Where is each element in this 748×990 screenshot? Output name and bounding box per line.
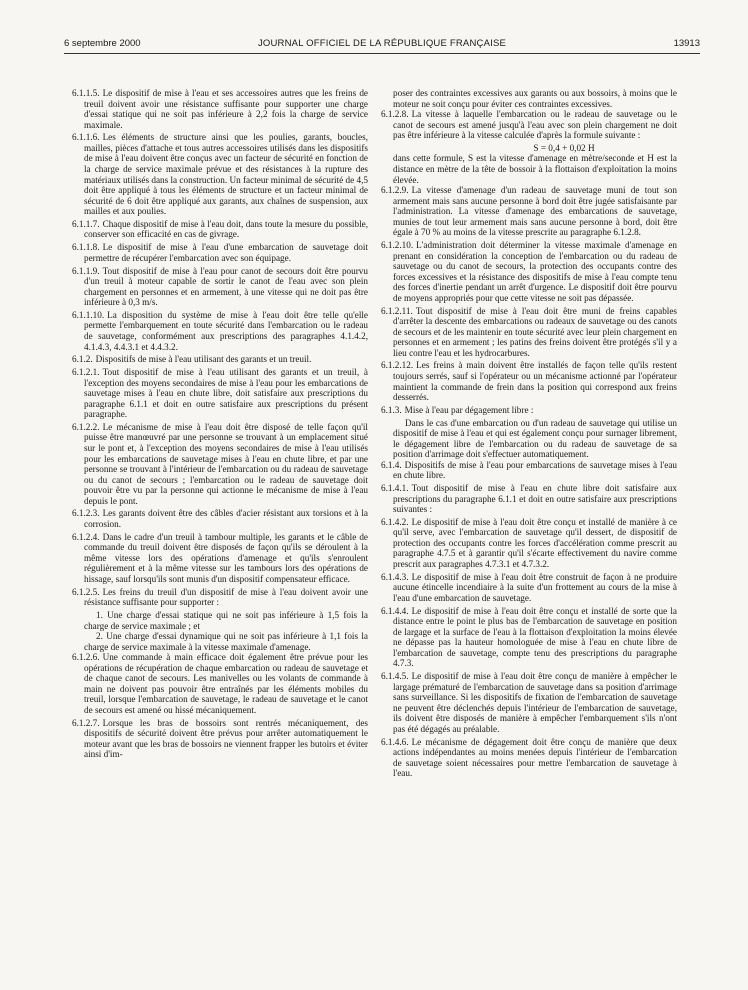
paragraph-number: 6.1.1.10. [72,309,105,320]
sub-item: Dans le cas d'une embarcation ou d'un radeau de sauvetage qui utilise un dispositif de mise à l'eau et qui est également conçu pour surnager librement, le dégagement libre de l'embarcation ou du radeau de sauvetage de sa position d'arrimage doit s'effectuer automatiquement. [393,417,677,460]
header-journal-title: JOURNAL OFFICIEL DE LA RÉPUBLIQUE FRANÇAISE [257,38,507,49]
continued-text: dans cette formule, S est la vitesse d'amenage en mètre/seconde et H est la distance en mètre de la tête de bossoir à la flottaison d'exploitation la moins élevée. [393,153,677,185]
paragraph-text: Les éléments de structure ainsi que les poulies, garants, boucles, mailles, pièces d'attache et tous autres accessoires utilisés dans les dispositifs de mise à l'eau doivent être conçus avec un facteur de sécurité en fonction de la charge de service maximale prévue et des résistances à la rupture des matériaux utilisés dans la construction. Un facteur minimal de sécurité de 4,5 doit être appliqué à tous les éléments de structure et un facteur minimal de sécurité de 6 doit être appliqué aux garants, aux chaînes de suspension, aux mailles et aux poulies. [84,132,368,217]
paragraph [381,572,677,604]
paragraph-text: Le dispositif de mise à l'eau doit être conçu et installé de manière à ce qu'il serve, avec l'embarcation de sauvetage qu'il dessert, de dispositif de protection des occupants contre les forces d'accélération comme prescrit au paragraphe 4.7.5 et à garantir qu'il s'écarte effectivement du navire comme prescrit aux paragraphes 4.7.3.1 et 4.7.3.2. [393,516,677,570]
paragraph-text: Le mécanisme de mise à l'eau doit être disposé de telle façon qu'il puisse être manœuvré par une personne se trouvant à un emplacement situé sur le pont et, à l'exception des moyens secondaires de mise à l'eau utilisés pour les embarcations de sauvetage mises à l'eau en chute libre, et par une personne se trouvant à l'intérieur de l'embarcation ou du radeau de sauvetage ou du canot de secours ; l'embarcation ou le radeau de sauvetage doit pouvoir être vu par la personne qui actionne le mécanisme de mise à l'eau depuis le pont. [84,421,368,506]
header-rule [64,53,700,54]
paragraph [381,460,677,481]
paragraph [72,242,368,263]
sub-item: 2. Une charge d'essai dynamique qui ne soit pas inférieure à 1,1 fois la charge de service maximale à la vitesse maximale d'amenage. [84,631,368,652]
paragraph [381,306,677,359]
paragraph [72,132,368,216]
paragraph-number: 6.1.4.4. [381,605,409,616]
paragraph [72,422,368,506]
paragraph-text: Le dispositif de mise à l'eau doit être conçu et installé de sorte que la distance entre le point le plus bas de l'embarcation de sauvetage en position de largage et la surface de l'eau à la flottaison d'exploitation la moins élevée ne dépasse pas la hauteur homologuée de mise à l'eau en chute libre de l'embarcation de sauvetage, compte tenu des prescriptions du paragraphe 4.7.3. [393,605,677,669]
paragraph [72,367,368,420]
paragraph [381,517,677,570]
paragraph [381,109,677,141]
paragraph [72,652,368,715]
paragraph [72,532,368,585]
paragraph [381,737,677,779]
paragraph [72,718,368,760]
paragraph-text: Le dispositif de mise à l'eau doit être construit de façon à ne produire aucune étincelle incendiaire à la suite d'un frottement au cours de la mise à l'eau d'une embarcation de sauvetage. [393,571,677,603]
paragraph-text: La vitesse à laquelle l'embarcation ou le radeau de sauvetage ou le canot de secours est amené jusqu'à l'eau avec son plein chargement ne doit pas être inférieure à la vitesse calculée d'après la formule suivante : [393,109,677,141]
paragraph-number: 6.1.4.1. [381,483,409,493]
paragraph-number: 6.1.2.4. [72,531,100,542]
paragraph-number: 6.1.1.8. [72,242,100,253]
paragraph [72,508,368,529]
paragraph-text: Tout dispositif de mise à l'eau en chute libre doit satisfaire aux prescriptions du paragraphe 6.1.1 et doit en outre satisfaire aux prescriptions suivantes : [393,483,677,515]
paragraph-number: 6.1.2.10. [381,240,414,251]
paragraph [381,671,677,734]
paragraph [381,483,677,515]
paragraph-text: Les garants doivent être des câbles d'acier résistant aux torsions et à la corrosion. [84,508,368,530]
paragraph [381,240,677,303]
right-column [381,88,677,781]
continued-text: poser des contraintes excessives aux garants ou aux bossoirs, à moins que le moteur ne soit conçu pour éviter ces contraintes excessives. [393,88,677,109]
left-column [72,88,368,762]
paragraph-number: 6.1.4.5. [381,671,409,682]
paragraph-number: 6.1.2.7. [72,717,100,728]
paragraph-text: Les freins du treuil d'un dispositif de mise à l'eau doivent avoir une résistance suffisante pour supporter : [84,586,368,608]
paragraph-text: Tout dispositif de mise à l'eau doit être muni de freins capables d'arrêter la descente des embarcations ou radeaux de sauvetage ou des canots de secours et de les maintenir en toute sécurité avec leur plein chargement en personnes et en armement ; les patins des freins doivent être protégés s'il y a lieu contre l'eau et les hydrocarbures. [393,305,677,358]
paragraph [72,219,368,240]
paragraph-number: 6.1.2. [72,354,93,365]
paragraph-text: Mise à l'eau par dégagement libre : [404,404,534,415]
paragraph [381,405,677,416]
paragraph-text: L'administration doit déterminer la vitesse maximale d'amenage en prenant en considération la conception de l'embarcation ou du radeau de sauvetage ou du canot de secours, la protection des occupants contre des forces excessives et la résistance des dispositifs de mise à l'eau compte tenu des forces d'inertie pendant un arrêt d'urgence. Le dispositif doit être pourvu de moyens appropriés pour que cette vitesse ne soit pas dépassée. [393,240,677,303]
paragraph [72,266,368,308]
header-page-number: 13913 [673,38,700,49]
paragraph-text: Une commande à main efficace doit également être prévue pour les opérations de récupération de chaque embarcation ou radeau de sauvetage et de chaque canot de secours. Les manivelles ou les volants de commande à main ne doivent pas pouvoir être entraînés par les éléments mobiles du treuil, lorsque l'embarcation de sauvetage, le radeau de sauvetage et le canot de secours est amené ou hissé mécaniquement. [84,652,368,715]
paragraph-text: Le dispositif de mise à l'eau doit être conçu de manière à empêcher le largage prématuré de l'embarcation de sauvetage dans sa position d'arrimage sans surveillance. Si les dispositifs de fixation de l'embarcation de sauvetage ne peuvent être déclenchés depuis l'intérieur de l'embarcation de sauvetage, ils doivent être disposés de manière à empêcher l'embarquement s'ils n'ont pas été dégagés au préalable. [393,671,677,734]
paragraph-number: 6.1.1.7. [72,218,100,229]
paragraph-number: 6.1.1.5. [72,88,100,98]
paragraph-text: Tout dispositif de mise à l'eau pour canot de secours doit être pourvu d'un treuil à moteur capable de sortir le canot de l'eau avec son plein chargement en personnes et en armement, à une vitesse qui ne doit pas être inférieure à 0,3 m/s. [84,265,368,308]
paragraph-number: 6.1.3. [381,404,402,415]
paragraph [381,185,677,238]
paragraph-number: 6.1.4.3. [381,571,409,582]
sub-item: 1. Une charge d'essai statique qui ne soit pas inférieure à 1,5 fois la charge de service maximale ; et [84,609,368,631]
paragraph-number: 6.1.2.6. [72,652,100,663]
paragraph-text: Tout dispositif de mise à l'eau utilisant des garants et un treuil, à l'exception des moyens secondaires de mise à l'eau pour les embarcations de sauvetage mises à l'eau en chute libre, doit satisfaire aux prescriptions du paragraphe 6.1.1 et doit en outre satisfaire aux prescriptions du présent paragraphe. [84,366,368,420]
paragraph [72,310,368,352]
page-header [64,38,700,54]
paragraph-text: Dispositifs de mise à l'eau utilisant des garants et un treuil. [95,354,312,365]
paragraph [381,606,677,669]
paragraph-text: Le mécanisme de dégagement doit être conçu de manière que deux actions indépendantes au moins menées depuis l'intérieur de l'embarcation de sauvetage soient nécessaires pour mettre l'embarcation de sauvetage à l'eau. [393,736,677,779]
formula: S = 0,4 + 0,02 H [533,142,595,153]
header-date: 6 septembre 2000 [64,38,141,49]
paragraph-number: 6.1.2.9. [381,185,409,196]
paragraph-number: 6.1.2.11. [381,305,413,316]
paragraph-number: 6.1.2.2. [72,421,100,432]
paragraph-number: 6.1.4.6. [381,736,409,747]
paragraph [72,587,368,608]
paragraph-text: Les freins à main doivent être installés de façon telle qu'ils restent toujours serrés, sauf si l'opérateur ou un mécanisme actionné par l'opérateur maintient la commande de frein dans la position qui correspond aux freins desserrés. [393,360,677,403]
paragraph-text: La disposition du système de mise à l'eau doit être telle qu'elle permette l'embarquement en toute sécurité dans l'embarcation ou le radeau de sauvetage, conformément aux prescriptions des paragraphes 4.1.4.2, 4.1.4.3, 4.4.3.1 et 4.4.3.2. [84,309,368,352]
paragraph-number: 6.1.2.8. [381,109,409,120]
paragraph-number: 6.1.2.1. [72,366,100,377]
paragraph-number: 6.1.1.6. [72,132,100,143]
paragraph [72,88,368,130]
paragraph-number: 6.1.4.2. [381,516,409,527]
paragraph [381,360,677,402]
paragraph-text: Dispositifs de mise à l'eau pour embarcations de sauvetage mises à l'eau en chute libre. [393,459,677,481]
paragraph-text: Le dispositif de mise à l'eau et ses accessoires autres que les freins de treuil doivent avoir une résistance suffisante pour supporter une charge d'essai statique qui ne soit pas inférieure à 2,2 fois la charge de service maximale. [84,88,368,130]
paragraph-number: 6.1.4. [381,459,402,470]
paragraph-text: Chaque dispositif de mise à l'eau doit, dans toute la mesure du possible, conserver son efficacité en cas de givrage. [84,218,368,240]
paragraph-text: La vitesse d'amenage d'un radeau de sauvetage muni de tout son armement mais sans aucune personne à bord doit être jugée satisfaisante par l'administration. La vitesse d'amenage des embarcations de sauvetage, munies de tout leur armement mais sans aucune personne à bord, doit être égale à 70 % au moins de la vitesse prescrite au paragraphe 6.1.2.8. [393,185,677,238]
paragraph-text: Dans le cadre d'un treuil à tambour multiple, les garants et le câble de commande du treuil doivent être disposés de façon qu'ils se déroulent à la même vitesse lors des opérations d'amenage et qu'ils s'enroulent régulièrement et à la même vitesse sur les tambours lors des opérations de hissage, sauf lorsqu'ils sont munis d'un dispositif compensateur efficace. [84,531,368,584]
paragraph-text: Le dispositif de mise à l'eau d'une embarcation de sauvetage doit permettre de récupérer l'embarcation avec son équipage. [84,242,368,263]
paragraph-number: 6.1.2.12. [381,360,414,371]
paragraph-text: Lorsque les bras de bossoirs sont rentrés mécaniquement, des dispositifs de sécurité doivent être prévus pour arrêter automatiquement le moteur avant que les bras de bossoirs ne viennent frapper les butoirs et éviter ainsi d'im- [84,717,368,760]
paragraph-number: 6.1.2.3. [72,508,100,519]
paragraph-number: 6.1.1.9. [72,265,100,276]
paragraph-number: 6.1.2.5. [72,586,100,597]
paragraph [72,354,368,365]
